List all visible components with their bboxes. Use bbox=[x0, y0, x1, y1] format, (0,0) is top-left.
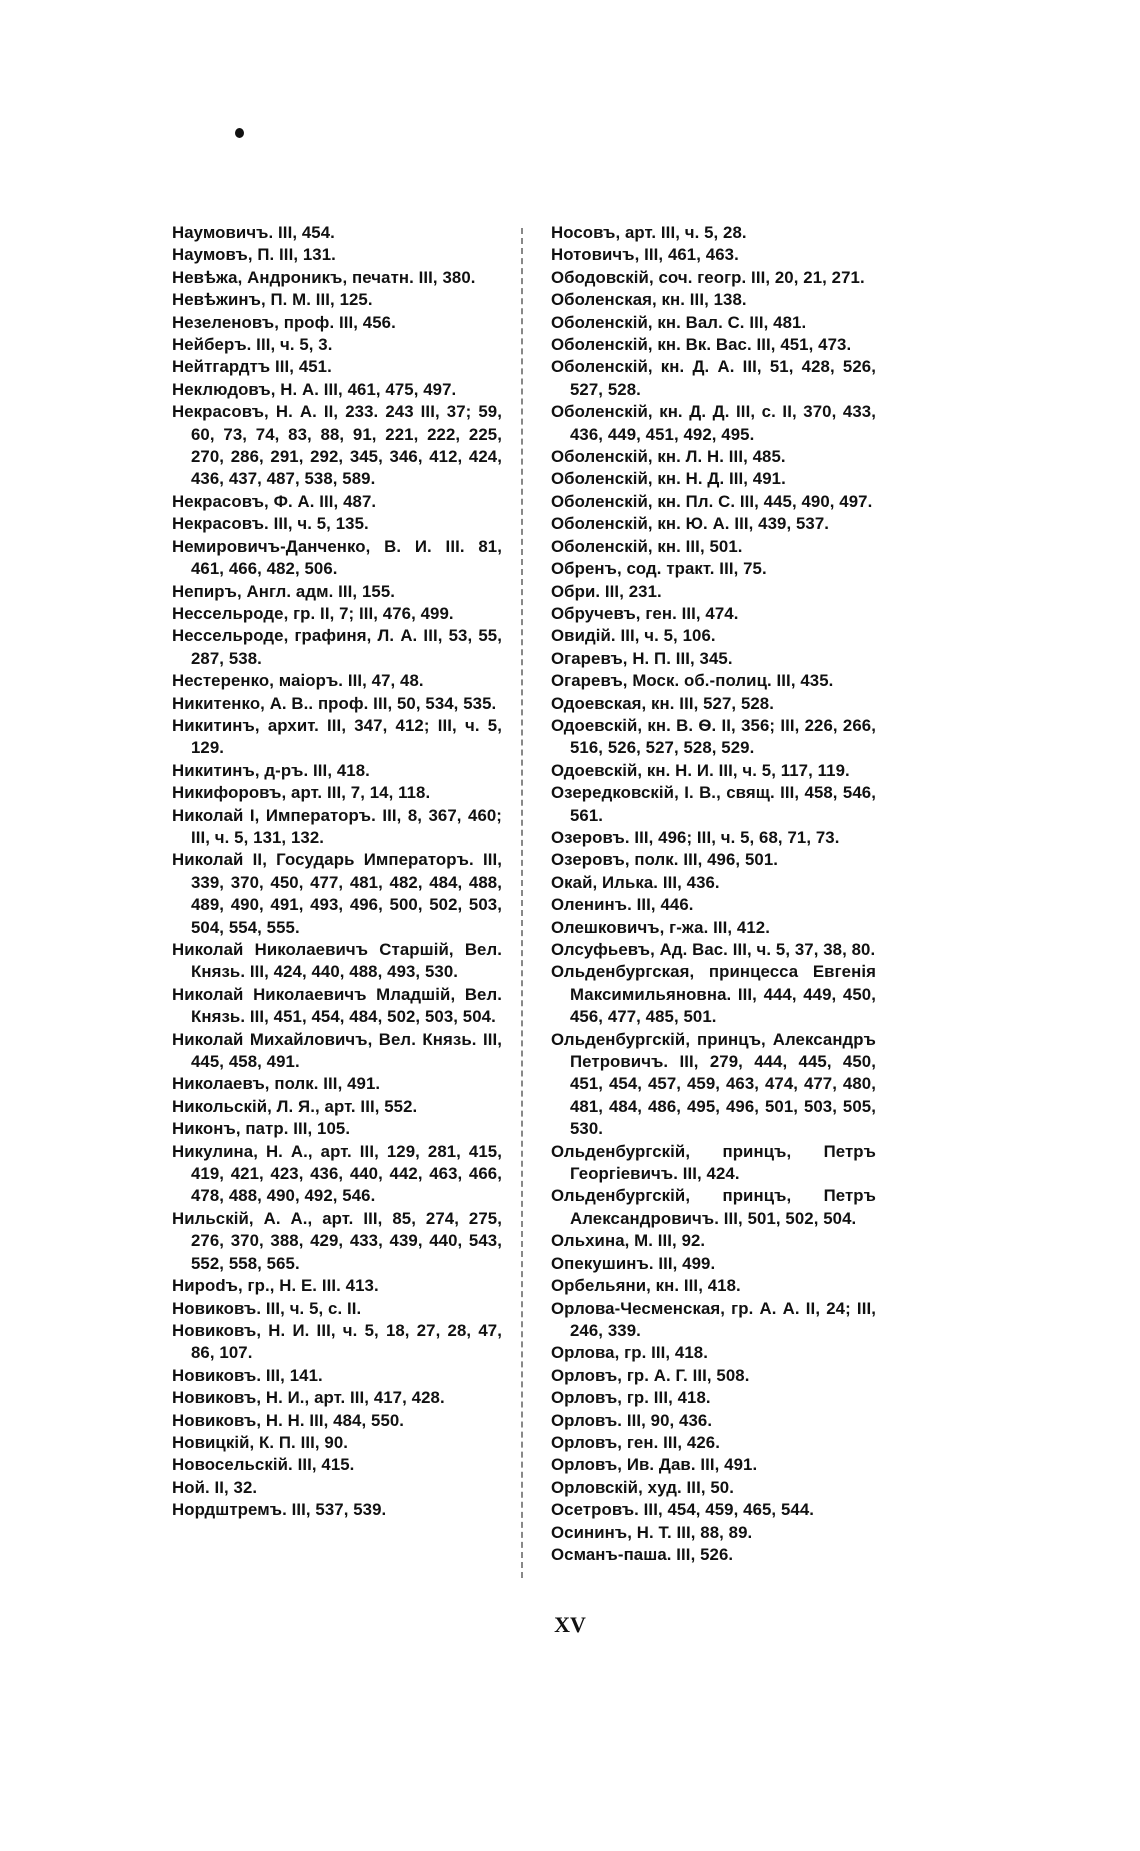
index-entry: Оболенскій, кн. Д. Д. III, с. II, 370, 433, 436, 449, 451, 492, 495. bbox=[551, 402, 876, 444]
index-entry: Никитинъ, архит. III, 347, 412; III, ч. 5, 129. bbox=[172, 715, 502, 758]
index-entry: Николай I, Императоръ. III, 8, 367, 460; III, ч. 5, 131, 132. bbox=[172, 805, 502, 847]
index-entry: Нестеренко, маіоръ. III, 47, 48. bbox=[172, 671, 424, 691]
index-entry: Николаевъ, полк. III, 491. bbox=[172, 1074, 381, 1094]
index-entry: Новицкій, К. П. III, 90. bbox=[172, 1432, 349, 1452]
index-entry: Орбельяни, кн. III, 418. bbox=[551, 1276, 741, 1296]
index-entry: Оболенская, кн. III, 138. bbox=[551, 290, 747, 310]
index-entry: Николай Николаевичъ Младшій, Вел. Князь. III, 451, 454, 484, 502, 503, 504. bbox=[172, 984, 502, 1027]
index-entry: Невѣжа, Андроникъ, печатн. III, 380. bbox=[172, 267, 476, 287]
index-entry: Николай Михайловичъ, Вел. Князь. III, 445, 458, 491. bbox=[172, 1029, 502, 1072]
index-entry: Неклюдовъ, Н. А. III, 461, 475, 497. bbox=[172, 379, 457, 399]
index-entry: Огаревъ, Моск. об.-полиц. III, 435. bbox=[551, 671, 834, 691]
index-entry: Никулина, Н. А., арт. III, 129, 281, 415, 419, 421, 423, 436, 440, 442, 463, 466, 478, 488, 490, 492, 546. bbox=[172, 1141, 502, 1206]
index-entry: Ольденбургскій, принцъ, Петръ Георгіевичъ. III, 424. bbox=[551, 1141, 876, 1184]
ink-dot bbox=[235, 128, 244, 138]
index-entry: Овидій. III, ч. 5, 106. bbox=[551, 626, 716, 646]
index-entry: Наумовъ, П. III, 131. bbox=[172, 245, 336, 265]
index-entry: Ольденбургскій, принцъ, Александръ Петровичъ. III, 279, 444, 445, 450, 451, 454, 457, 459, 463, 474, 477, 480, 481, 484, 486, 495, 496, 501, 503, 505, 530. bbox=[551, 1029, 876, 1139]
index-entry: Николай II, Государь Императоръ. III, 339, 370, 450, 477, 481, 482, 484, 488, 489, 490, 491, 493, 496, 500, 502, 503, 504, 554, 555. bbox=[172, 850, 502, 937]
index-entry: Некрасовъ, Ф. А. III, 487. bbox=[172, 491, 377, 511]
index-entry: Олсуфьевъ, Ад. Вас. III, ч. 5, 37, 38, 80. bbox=[551, 940, 876, 959]
index-entry: Орловъ, гр. III, 418. bbox=[551, 1388, 711, 1408]
index-entry: Обренъ, сод. тракт. III, 75. bbox=[551, 559, 767, 579]
index-entry: Непиръ, Англ. адм. III, 155. bbox=[172, 581, 396, 601]
index-entry: Орловъ, ген. III, 426. bbox=[551, 1432, 720, 1452]
index-entry: Опекушинъ. III, 499. bbox=[551, 1253, 716, 1273]
index-entry: Никитинъ, д-ръ. III, 418. bbox=[172, 760, 370, 780]
index-entry: Орловъ. III, 90, 436. bbox=[551, 1410, 713, 1430]
index-entry: Никонъ, патр. III, 105. bbox=[172, 1119, 351, 1139]
page-number: XV bbox=[554, 1612, 586, 1637]
index-entry: Оболенскій, кн. Д. А. III, 51, 428, 526, 527, 528. bbox=[551, 357, 876, 399]
index-entry: Нотовичъ, III, 461, 463. bbox=[551, 245, 739, 265]
left-column bbox=[172, 222, 502, 1522]
index-entry: Оболенскій, кн. Ю. А. III, 439, 537. bbox=[551, 514, 830, 534]
index-entry: Обручевъ, ген. III, 474. bbox=[551, 603, 739, 623]
index-entry: Ободовскій, соч. геогр. III, 20, 21, 271. bbox=[551, 267, 865, 287]
index-entry: Незеленовъ, проф. III, 456. bbox=[172, 312, 396, 332]
index-entry: Ольденбургскій, принцъ, Петръ Александровичъ. III, 501, 502, 504. bbox=[551, 1186, 876, 1228]
index-entry: Новиковъ, Н. И., арт. III, 417, 428. bbox=[172, 1388, 445, 1408]
index-entry: Никольскій, Л. Я., арт. III, 552. bbox=[172, 1096, 418, 1116]
index-entry: Никитенко, А. В.. проф. III, 50, 534, 535. bbox=[172, 693, 497, 713]
index-entry: Нейберъ. III, ч. 5, 3. bbox=[172, 335, 333, 355]
index-entry: Носовъ, арт. III, ч. 5, 28. bbox=[551, 223, 747, 242]
index-entry: Ольденбургская, принцесса Евгенія Максимильяновна. III, 444, 449, 450, 456, 477, 485, 501. bbox=[551, 962, 876, 1027]
index-entry: Одоевская, кн. III, 527, 528. bbox=[551, 693, 775, 713]
index-entry: Николай Николаевичъ Старшій, Вел. Князь. III, 424, 440, 488, 493, 530. bbox=[172, 940, 502, 982]
index-entry: Оболенскій, кн. Вк. Вас. III, 451, 473. bbox=[551, 335, 852, 355]
index-entry: Одоевскій, кн. В. Ѳ. II, 356; III, 226, 266, 516, 526, 527, 528, 529. bbox=[551, 715, 876, 758]
index-entry: Нессельроде, гр. II, 7; III, 476, 499. bbox=[172, 603, 454, 623]
index-entry: Оболенскій, кн. Н. Д. III, 491. bbox=[551, 469, 786, 489]
index-entry: Ольхина, М. III, 92. bbox=[551, 1231, 706, 1251]
index-entry: Орловскій, худ. III, 50. bbox=[551, 1477, 734, 1497]
index-entry: Оболенскій, кн. Вал. С. III, 481. bbox=[551, 312, 807, 332]
index-entry: Огаревъ, Н. П. III, 345. bbox=[551, 648, 733, 668]
index-entry: Орловъ, Ив. Дав. III, 491. bbox=[551, 1455, 758, 1475]
index-entry: Некрасовъ, Н. А. II, 233. 243 III, 37; 59, 60, 73, 74, 83, 88, 91, 221, 222, 225, 270, 286, 291, 292, 345, 346, 412, 424, 436, 437, 487, 538, 589. bbox=[172, 402, 502, 489]
index-entry: Осетровъ. III, 454, 459, 465, 544. bbox=[551, 1500, 815, 1520]
index-entry: Некрасовъ. III, ч. 5, 135. bbox=[172, 514, 369, 534]
index-entry: Оболенскій, кн. III, 501. bbox=[551, 536, 743, 556]
index-entry: Османъ-паша. III, 526. bbox=[551, 1544, 734, 1564]
index-entry: Новиковъ. III, ч. 5, с. II. bbox=[172, 1298, 362, 1318]
index-entry: Нордштремъ. III, 537, 539. bbox=[172, 1500, 387, 1520]
index-entry: Ной. II, 32. bbox=[172, 1477, 258, 1497]
index-entry: Нессельроде, графиня, Л. А. III, 53, 55, 287, 538. bbox=[172, 626, 502, 668]
column-divider bbox=[521, 228, 523, 1578]
index-entry: Нейтгардтъ III, 451. bbox=[172, 357, 332, 377]
index-entry: Осининъ, Н. Т. III, 88, 89. bbox=[551, 1522, 753, 1542]
right-column bbox=[551, 222, 876, 1566]
index-entry: Невѣжинъ, П. М. III, 125. bbox=[172, 290, 373, 310]
index-entry: Немировичъ-Данченко, В. И. III. 81, 461, 466, 482, 506. bbox=[172, 536, 502, 579]
index-entry: Новиковъ, Н. И. III, ч. 5, 18, 27, 28, 47, 86, 107. bbox=[172, 1320, 502, 1363]
index-entry: Олешковичъ, г-жа. III, 412. bbox=[551, 917, 770, 937]
index-entry: Озеровъ. III, 496; III, ч. 5, 68, 71, 73. bbox=[551, 827, 840, 847]
index-entry: Новиковъ, Н. Н. III, 484, 550. bbox=[172, 1410, 405, 1430]
index-entry: Новиковъ. III, 141. bbox=[172, 1365, 323, 1385]
index-entry: Новосельскій. III, 415. bbox=[172, 1455, 355, 1475]
index-entry: Озеровъ, полк. III, 496, 501. bbox=[551, 850, 779, 870]
index-entry: Орлова-Чесменская, гр. А. А. II, 24; III, 246, 339. bbox=[551, 1298, 876, 1340]
index-entry: Оболенскій, кн. Пл. С. III, 445, 490, 497. bbox=[551, 491, 873, 511]
index-entry: Орловъ, гр. А. Г. III, 508. bbox=[551, 1365, 750, 1385]
index-entry: Окай, Илька. III, 436. bbox=[551, 872, 720, 892]
index-entry: Нироdъ, гр., Н. Е. III. 413. bbox=[172, 1276, 379, 1296]
index-entry: Оболенскій, кн. Л. Н. III, 485. bbox=[551, 447, 786, 467]
index-entry: Обри. III, 231. bbox=[551, 581, 662, 601]
index-entry: Одоевскій, кн. Н. И. III, ч. 5, 117, 119. bbox=[551, 760, 850, 780]
index-entry: Оленинъ. III, 446. bbox=[551, 895, 694, 915]
index-entry: Орлова, гр. III, 418. bbox=[551, 1343, 708, 1363]
index-entry: Озередковскій, І. В., свящ. III, 458, 546, 561. bbox=[551, 783, 876, 825]
index-entry: Никифоровъ, арт. III, 7, 14, 118. bbox=[172, 783, 431, 803]
index-entry: Наумовичъ. III, 454. bbox=[172, 223, 335, 242]
index-entry: Нильскій, А. А., арт. III, 85, 274, 275, 276, 370, 388, 429, 433, 439, 440, 543, 552, 558, 565. bbox=[172, 1208, 502, 1273]
